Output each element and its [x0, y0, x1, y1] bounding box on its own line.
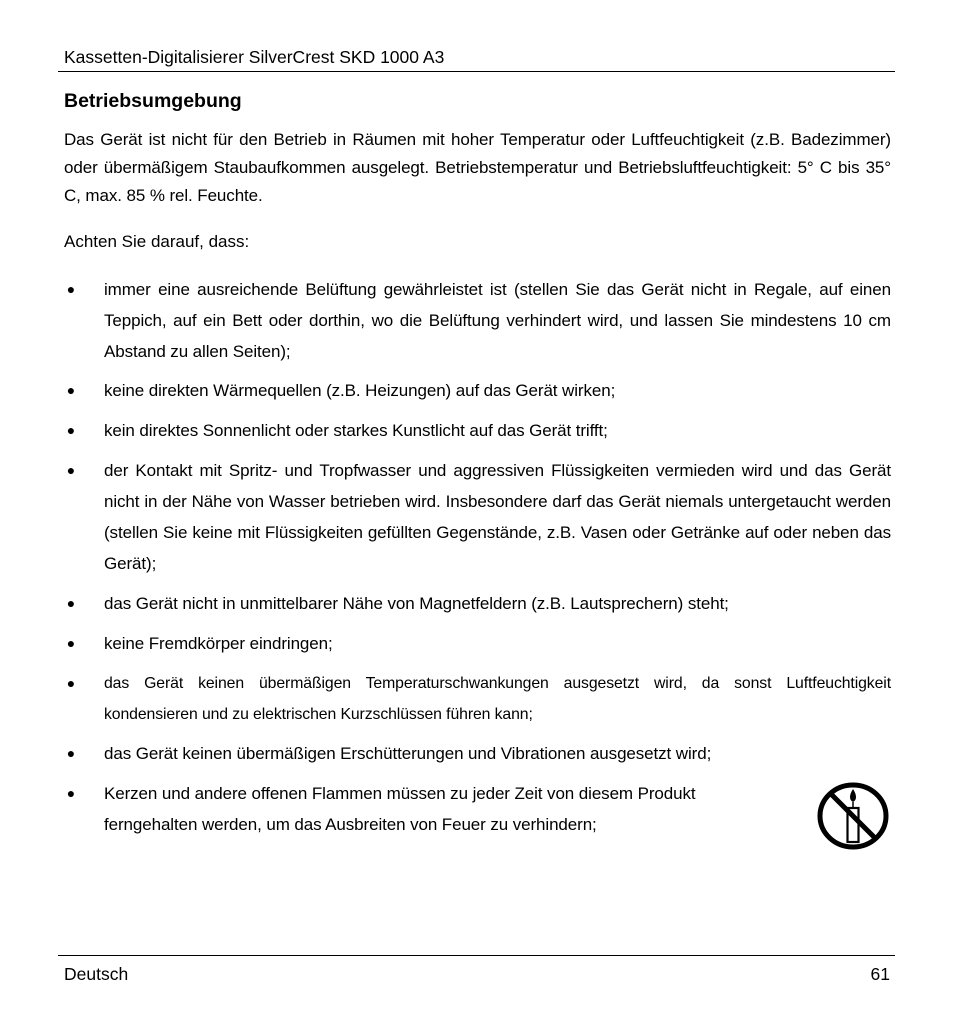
bullet-icon: ● [66, 382, 76, 398]
list-item-text: keine Fremdkörper eindringen; [104, 634, 333, 653]
list-item-text: das Gerät nicht in unmittelbarer Nähe von Magnetfeldern (z.B. Lautsprechern) steht; [104, 594, 729, 613]
list-item [64, 455, 891, 579]
list-item-text: kein direktes Sonnenlicht oder starkes Kunstlicht auf das Gerät trifft; [104, 421, 608, 440]
list-item [64, 274, 891, 367]
lead-sentence: Achten Sie darauf, dass: [64, 232, 250, 251]
list-item [64, 375, 891, 406]
bullet-icon: ● [66, 595, 76, 611]
list-item [64, 778, 891, 840]
list-item [64, 738, 891, 769]
footer-language: Deutsch [64, 964, 129, 984]
list-item [64, 628, 891, 659]
bullet-icon: ● [66, 745, 76, 761]
bullet-icon: ● [66, 675, 76, 691]
bullet-icon: ● [66, 462, 76, 478]
list-item-text: das Gerät keinen übermäßigen Temperaturschwankungen ausgesetzt wird, da sonst Luftfeuchtigkeit kondensieren und zu elektrischen Kurzschlüssen führen kann; [104, 675, 891, 723]
section-heading: Betriebsumgebung [64, 90, 242, 112]
no-open-flame-icon [816, 781, 890, 851]
page-number: 61 [870, 964, 890, 984]
list-item-text: keine direkten Wärmequellen (z.B. Heizungen) auf das Gerät wirken; [104, 381, 616, 400]
bullet-icon: ● [66, 422, 76, 438]
bullet-icon: ● [66, 785, 76, 801]
list-item-text: immer eine ausreichende Belüftung gewährleistet ist (stellen Sie das Gerät nicht in Regale, auf einen Teppich, auf ein Bett oder dorthin, wo die Belüftung verhindert wird, und lassen Sie mindestens 10 cm Abstand zu allen Seiten); [104, 280, 891, 361]
list-item [64, 668, 891, 730]
list-item-text: der Kontakt mit Spritz- und Tropfwasser und aggressiven Flüssigkeiten vermieden wird und das Gerät nicht in der Nähe von Wasser betrieben wird. Insbesondere darf das Gerät niemals untergetaucht werden (stellen Sie keine mit Flüssigkeiten gefüllten Gegenstände, z.B. Vasen oder Getränke auf oder neben das Gerät); [104, 461, 891, 573]
document-header-title: Kassetten-Digitalisierer SilverCrest SKD 1000 A3 [64, 47, 445, 67]
footer-divider [58, 955, 895, 956]
bullet-icon: ● [66, 281, 76, 297]
list-item [64, 588, 891, 619]
bullet-icon: ● [66, 635, 76, 651]
intro-paragraph: Das Gerät ist nicht für den Betrieb in Räumen mit hoher Temperatur oder Luftfeuchtigkeit (z.B. Badezimmer) oder übermäßigem Staubaufkommen ausgelegt. Betriebstemperatur und Betriebsluftfeuchtigkeit: 5° C bis 35° C, max. 85 % rel. Feuchte. [64, 130, 891, 205]
list-item-text: das Gerät keinen übermäßigen Erschütterungen und Vibrationen ausgesetzt wird; [104, 744, 712, 763]
list-item [64, 415, 891, 446]
list-item-text: Kerzen und andere offenen Flammen müssen zu jeder Zeit von diesem Produkt ferngehalten werden, um das Ausbreiten von Feuer zu verhindern; [104, 784, 696, 834]
header-divider [58, 71, 895, 72]
